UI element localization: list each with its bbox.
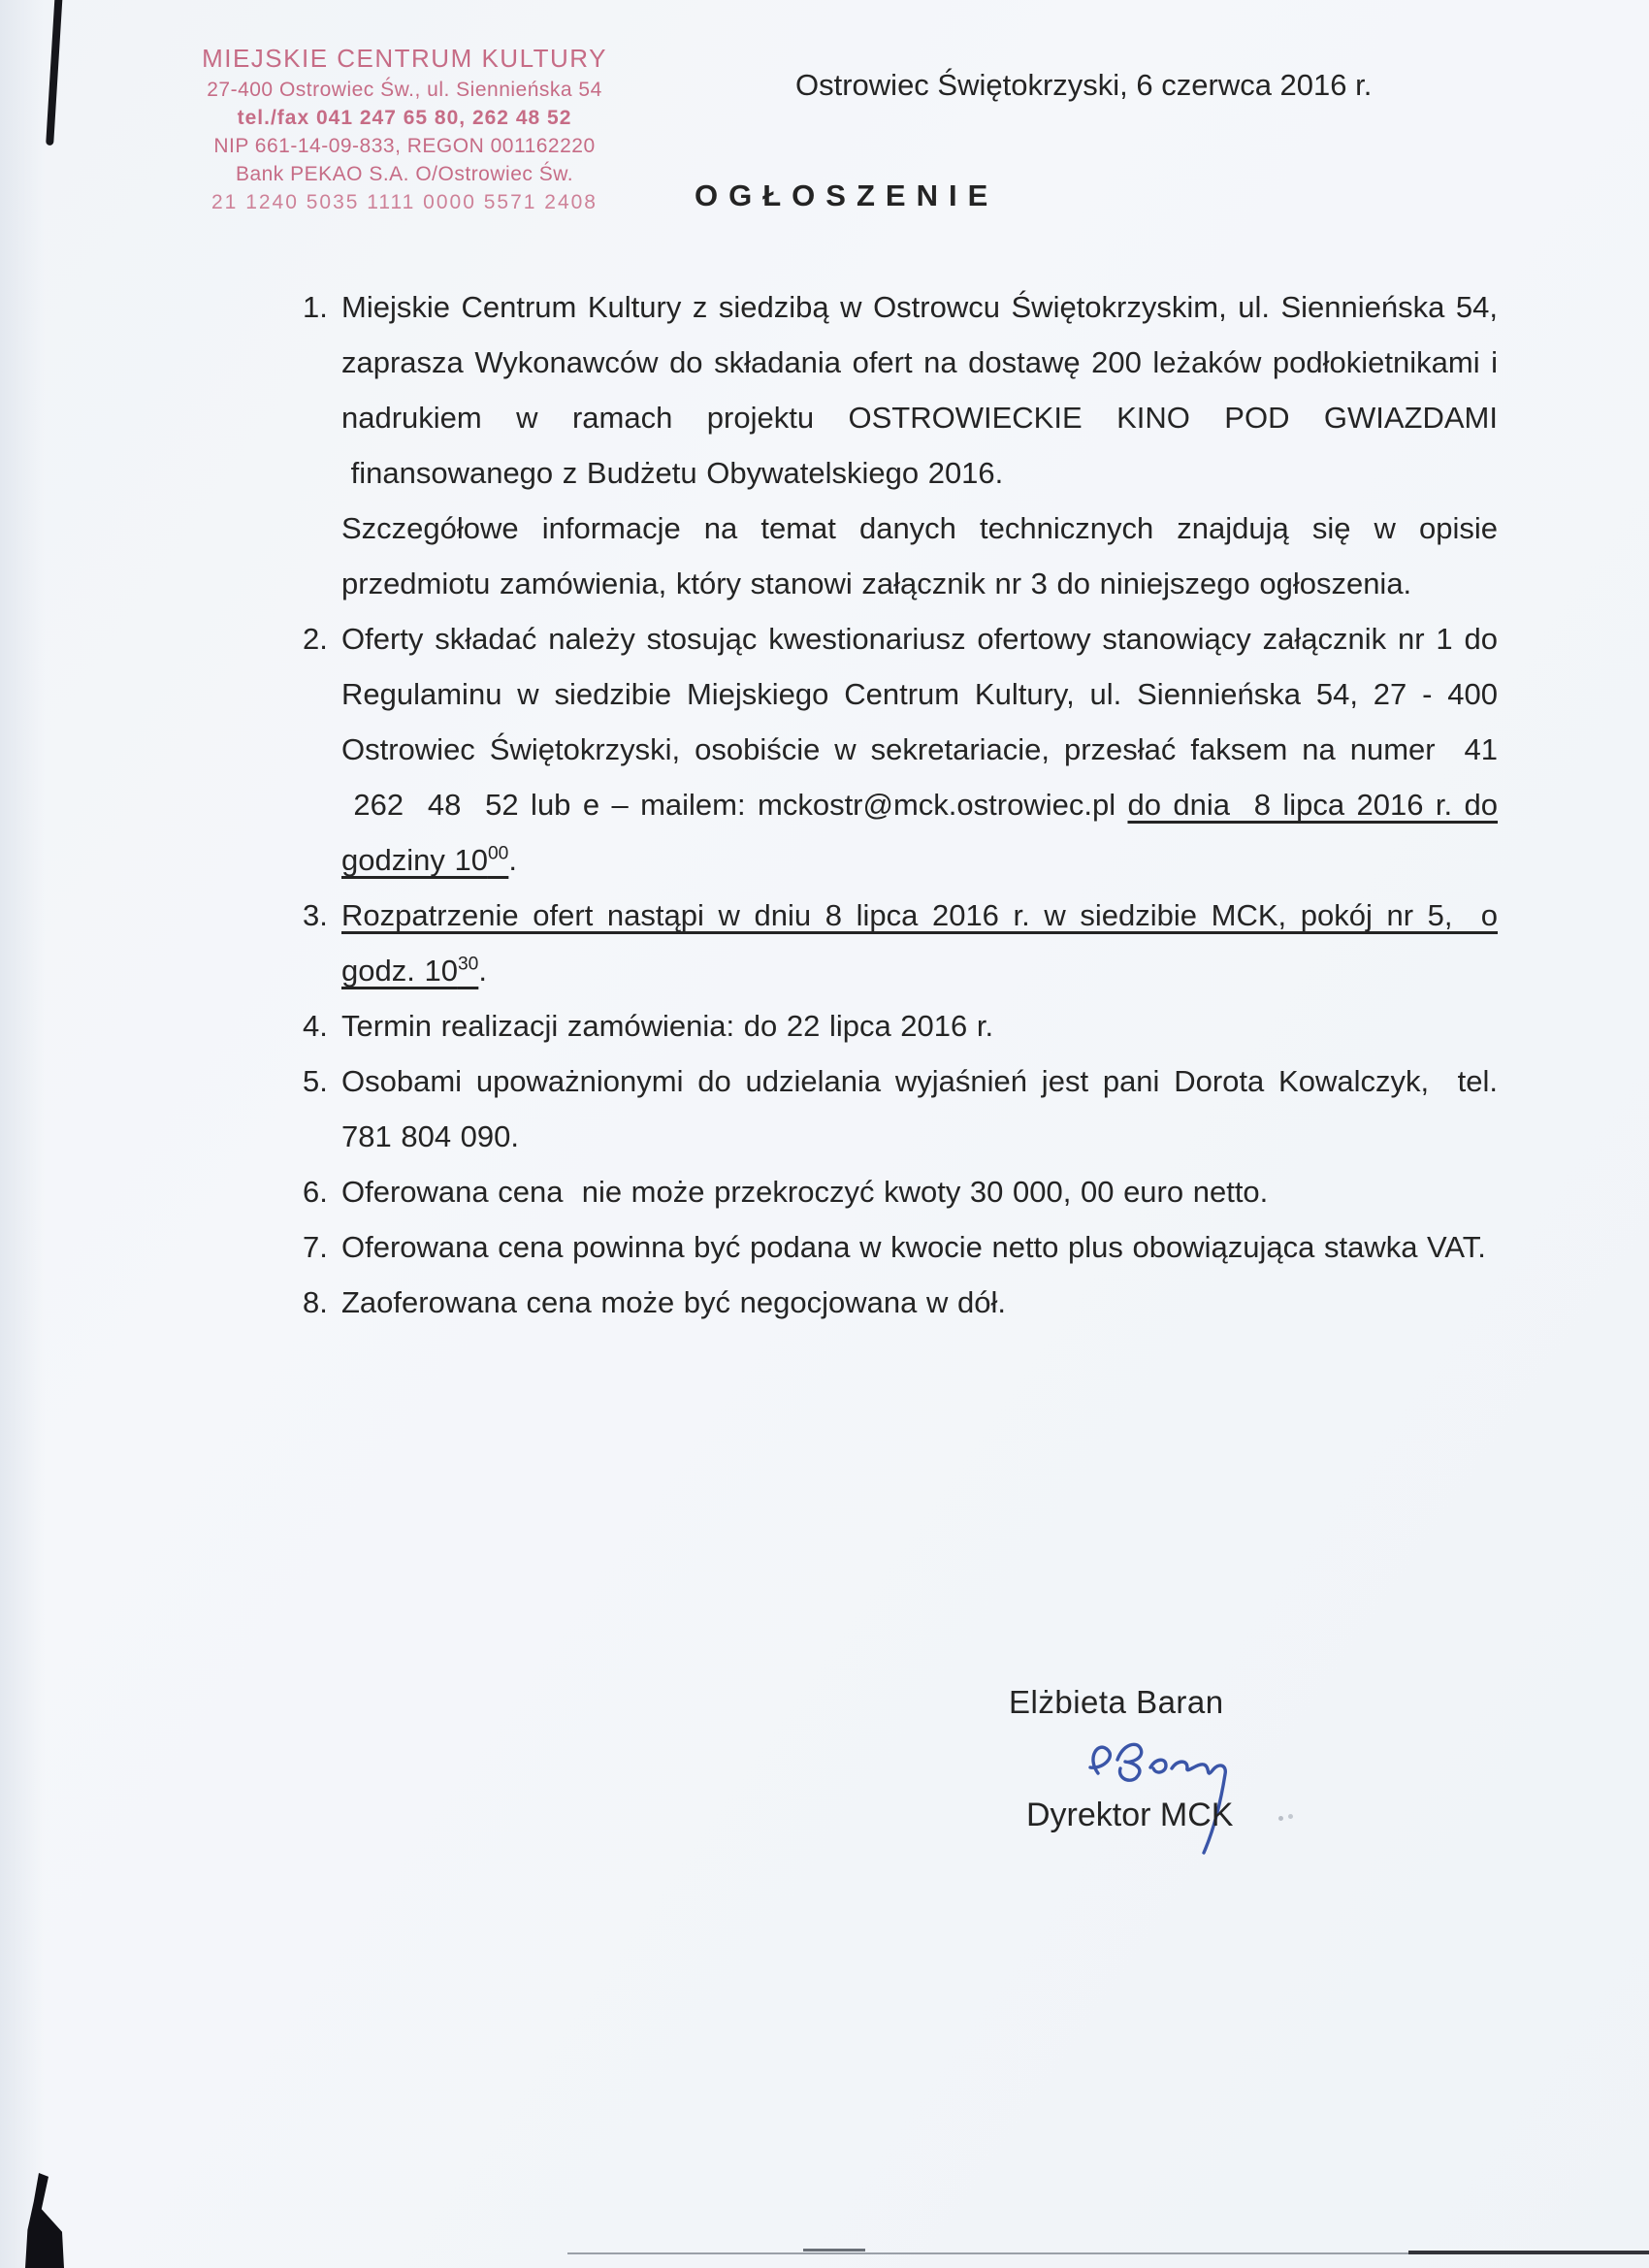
item-body xyxy=(341,279,1498,611)
document-dateline: Ostrowiec Świętokrzyski, 6 czerwca 2016 r. xyxy=(795,68,1373,102)
stamp-line: 21 1240 5035 1111 0000 5571 2408 xyxy=(211,191,598,213)
item-paragraph: Oferowana cena nie może przekroczyć kwoty 30 000, 00 euro netto. xyxy=(341,1175,1269,1209)
item-number: 2. xyxy=(303,622,328,656)
stamp-line: tel./fax 041 247 65 80, 262 48 52 xyxy=(237,107,572,129)
list-item xyxy=(303,1275,1498,1330)
item-paragraph: Miejskie Centrum Kultury z siedzibą w Ostrowcu Świętokrzyskim, ul. Siennieńska 54, zaprasza Wykonawców do składania ofert na dostawę 200 leżaków podłokietnikami i nadrukiem w ramach projektu OSTROWIECKIE KINO POD GWIAZDAMI finansowanego z Budżetu Obywatelskiego 2016. xyxy=(341,290,1498,490)
item-paragraph: Rozpatrzenie ofert nastąpi w dniu 8 lipca 2016 r. w siedzibie MCK, pokój nr 5, o godz. $10^{30}$. xyxy=(341,898,1498,988)
announcement-list xyxy=(303,279,1498,1330)
scan-artifact-bottom-dash xyxy=(803,2249,865,2252)
item-number: 8. xyxy=(303,1285,328,1319)
item-number: 7. xyxy=(303,1230,328,1264)
list-item xyxy=(303,611,1498,888)
item-body xyxy=(341,1164,1498,1219)
item-number: 6. xyxy=(303,1175,328,1209)
scan-artifact-top-left xyxy=(46,0,63,146)
item-body xyxy=(341,998,1498,1053)
list-item xyxy=(303,888,1498,998)
list-item xyxy=(303,998,1498,1053)
list-item xyxy=(303,1053,1498,1164)
list-item xyxy=(303,279,1498,611)
item-body xyxy=(341,611,1498,888)
item-paragraph: Oferty składać należy stosując kwestionariusz ofertowy stanowiący załącznik nr 1 do Regulaminu w siedzibie Miejskiego Centrum Kultury, ul. Siennieńska 54, 27 - 400 Ostrowiec Świętokrzyski, osobiście w sekretariacie, przesłać faksem na numer 41 262 48 52 lub e – mailem: mckostr@mck.ostrowiec.pl do dnia 8 lipca 2016 r. do godziny $10^{00}$. xyxy=(341,622,1499,877)
item-number: 1. xyxy=(303,290,328,324)
item-number: 5. xyxy=(303,1064,328,1098)
signature-name: Elżbieta Baran xyxy=(1009,1684,1224,1720)
scan-speck xyxy=(1278,1816,1283,1821)
item-body xyxy=(341,1053,1498,1164)
organization-stamp xyxy=(187,45,622,216)
item-paragraph: Zaoferowana cena może być negocjowana w dół. xyxy=(341,1285,1006,1319)
item-paragraph: Oferowana cena powinna być podana w kwocie netto plus obowiązująca stawka VAT. xyxy=(341,1230,1486,1264)
scan-edge-shadow xyxy=(0,0,45,2268)
stamp-line: Bank PEKAO S.A. O/Ostrowiec Św. xyxy=(235,163,574,185)
signature-title: Dyrektor MCK xyxy=(1026,1797,1234,1833)
item-body xyxy=(341,1219,1498,1275)
stamp-line: NIP 661-14-09-833, REGON 001162220 xyxy=(213,135,596,157)
item-number: 4. xyxy=(303,1009,328,1043)
item-body xyxy=(341,888,1498,998)
document-title: OGŁOSZENIE xyxy=(695,178,999,212)
item-paragraph: Szczegółowe informacje na temat danych technicznych znajdują się w opisie przedmiotu zamówienia, który stanowi załącznik nr 3 do niniejszego ogłoszenia. xyxy=(341,511,1498,600)
item-paragraph: Termin realizacji zamówienia: do 22 lipca 2016 r. xyxy=(341,1009,994,1043)
item-paragraph: Osobami upoważnionymi do udzielania wyjaśnień jest pani Dorota Kowalczyk, tel. 781 804 090. xyxy=(341,1064,1498,1153)
scan-artifact-bottom-line-dark xyxy=(1408,2251,1649,2254)
item-number: 3. xyxy=(303,898,328,932)
list-item xyxy=(303,1219,1498,1275)
item-body xyxy=(341,1275,1498,1330)
list-item xyxy=(303,1164,1498,1219)
stamp-line: 27-400 Ostrowiec Św., ul. Siennieńska 54 xyxy=(207,79,602,101)
stamp-line: MIEJSKIE CENTRUM KULTURY xyxy=(202,44,607,73)
